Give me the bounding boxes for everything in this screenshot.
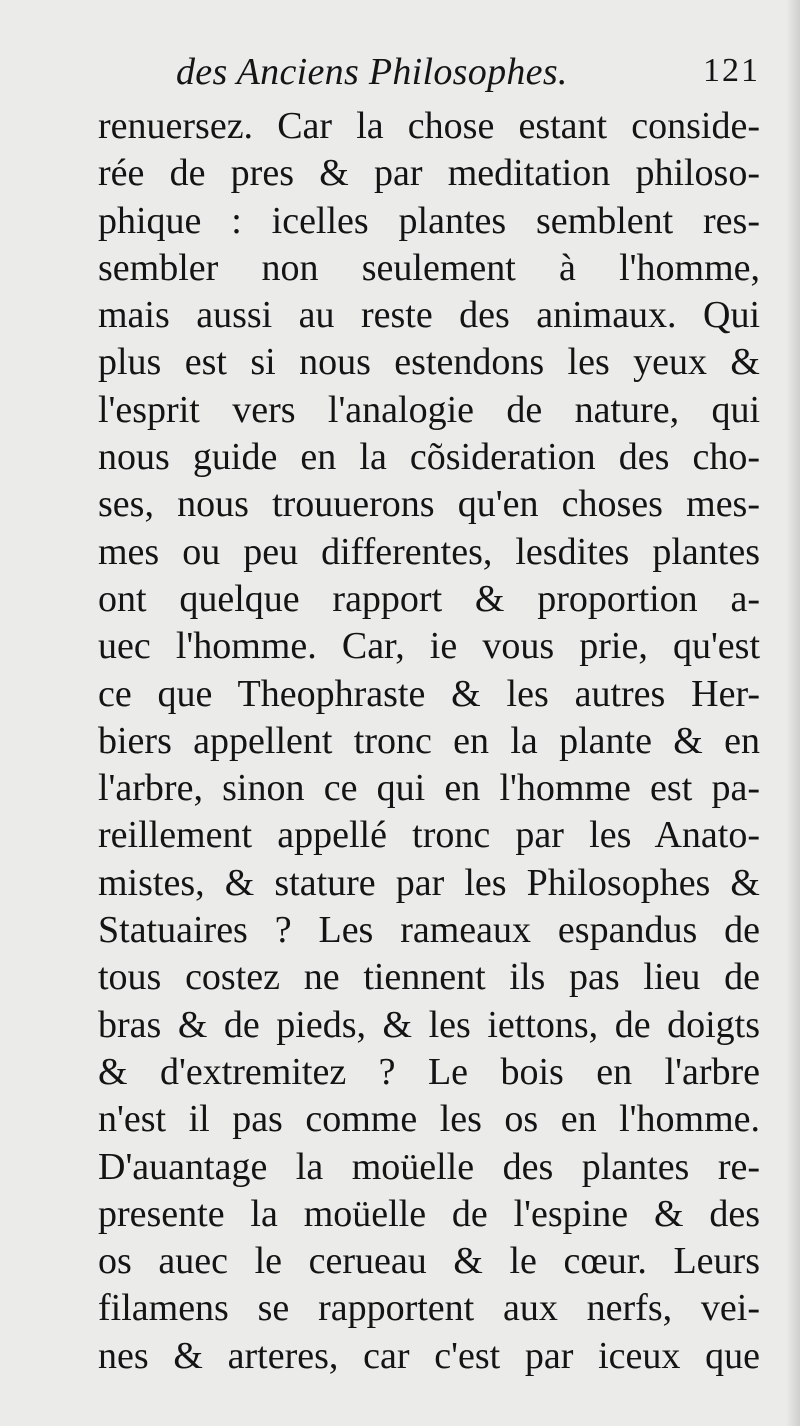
text-line: l'esprit vers l'analogie de nature, qui <box>98 388 760 431</box>
text-line: nes & arteres, car c'est par iceux que <box>98 1334 760 1377</box>
text-line: biers appellent tronc en la plante & en <box>98 719 760 762</box>
text-line: os auec le cerueau & le cœur. Leurs <box>98 1240 760 1283</box>
page-number: 121 <box>703 52 760 89</box>
text-line: l'arbre, sinon ce qui en l'homme est pa- <box>98 767 760 810</box>
text-line: ses, nous trouuerons qu'en choses mes- <box>98 483 760 526</box>
text-line: ce que Theophraste & les autres Her- <box>98 672 760 715</box>
page-edge-shadow <box>786 0 800 1426</box>
text-line: n'est il pas comme les os en l'homme. <box>98 1098 760 1141</box>
text-line: bras & de pieds, & les iettons, de doigts <box>98 1003 760 1046</box>
running-title: des Anciens Philosophes. <box>176 51 568 93</box>
text-line: Statuaires ? Les rameaux espandus de <box>98 909 760 952</box>
text-line: plus est si nous estendons les yeux & <box>98 341 760 384</box>
page-header <box>170 50 760 102</box>
text-line: mes ou peu differentes, lesdites plantes <box>98 530 760 573</box>
text-line: sembler non seulement à l'homme, <box>98 246 760 289</box>
text-line: mistes, & stature par les Philosophes & <box>98 861 760 904</box>
text-line: ont quelque rapport & proportion a- <box>98 577 760 620</box>
text-line: D'auantage la moüelle des plantes re- <box>98 1145 760 1188</box>
body-text <box>98 103 760 1380</box>
text-line: reillement appellé tronc par les Anato- <box>98 814 760 857</box>
text-line: tous costez ne tiennent ils pas lieu de <box>98 956 760 999</box>
text-line: mais aussi au reste des animaux. Qui <box>98 294 760 337</box>
text-line: & d'extremitez ? Le bois en l'arbre <box>98 1050 760 1093</box>
text-line: presente la moüelle de l'espine & des <box>98 1192 760 1235</box>
text-line: renuersez. Car la chose estant conside- <box>98 105 760 147</box>
text-line: filamens se rapportent aux nerfs, vei- <box>98 1287 760 1330</box>
text-line: phique : icelles plantes semblent res- <box>98 199 760 242</box>
text-line: rée de pres & par meditation philoso- <box>98 152 760 195</box>
text-line: nous guide en la cõsideration des cho- <box>98 436 760 479</box>
text-line: uec l'homme. Car, ie vous prie, qu'est <box>98 625 760 668</box>
